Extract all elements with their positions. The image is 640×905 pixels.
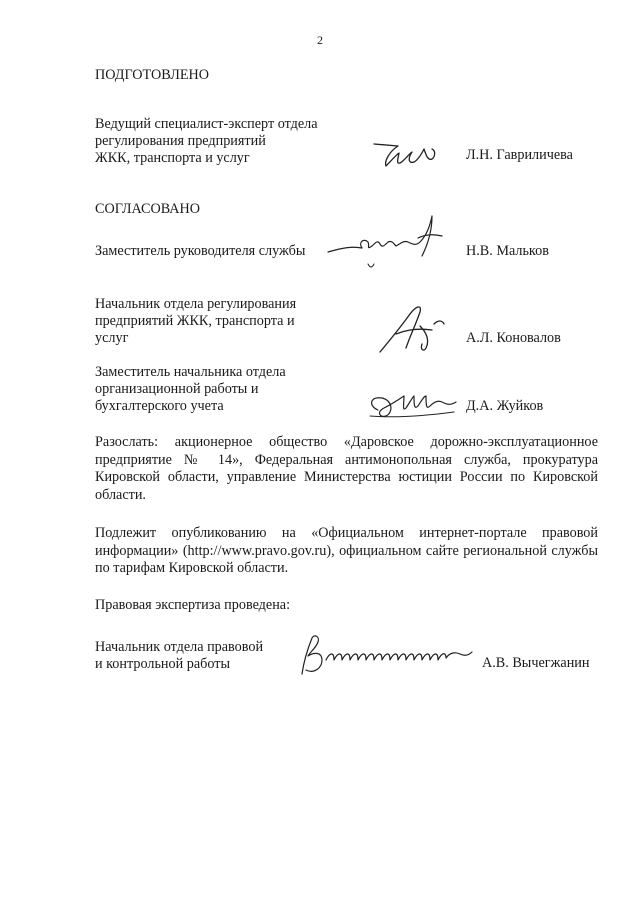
signature-konovalov	[376, 300, 456, 360]
prepared-heading: ПОДГОТОВЛЕНО	[95, 67, 209, 83]
agreed-heading: СОГЛАСОВАНО	[95, 201, 201, 217]
prepared-position	[95, 116, 318, 167]
position-line: бухгалтерского учета	[95, 398, 224, 414]
distribution-text: Разослать: акционерное общество «Даровское дорожно-эксплуатационное предприятие № 14», Федеральная антимонопольная служба, прокуратура Кировской области, управление Министерства юстиции России по Кировской области.	[95, 434, 598, 503]
position-line: Заместитель начальника отдела	[95, 364, 286, 380]
signature-malkov	[322, 212, 462, 272]
position-line: организационной работы и	[95, 381, 259, 397]
position-line: регулирования предприятий	[95, 133, 266, 149]
position-line: Заместитель руководителя службы	[95, 243, 306, 259]
signature-vychegzhanin	[296, 630, 476, 680]
signer-position	[95, 364, 286, 415]
position-line: Начальник отдела правовой	[95, 639, 264, 655]
publication-text: Подлежит опубликованию на «Официальном интернет-портале правовой информации» (http://www.pravo.gov.ru), официальном сайте региональной службы по тарифам Кировской области.	[95, 525, 598, 576]
position-line: и контрольной работы	[95, 656, 230, 672]
signer-name: Д.А. Жуйков	[466, 398, 544, 414]
position-line: ЖКК, транспорта и услуг	[95, 150, 250, 166]
expertise-position	[95, 639, 263, 673]
signer-name: А.В. Вычегжанин	[482, 655, 590, 671]
expertise-text: Правовая экспертиза проведена:	[95, 597, 291, 613]
signer-name: Н.В. Мальков	[466, 243, 549, 259]
position-line: Ведущий специалист-эксперт отдела	[95, 116, 318, 132]
signature-zhuikov	[364, 388, 464, 424]
position-line: услуг	[95, 330, 129, 346]
position-line: Начальник отдела регулирования	[95, 296, 297, 312]
position-line: предприятий ЖКК, транспорта и	[95, 313, 295, 329]
signer-position	[95, 296, 296, 347]
signature-gavrilicheva	[372, 139, 442, 171]
signer-name: А.Л. Коновалов	[466, 330, 561, 346]
signer-name: Л.Н. Гавриличева	[466, 147, 573, 163]
page-number: 2	[317, 33, 323, 47]
